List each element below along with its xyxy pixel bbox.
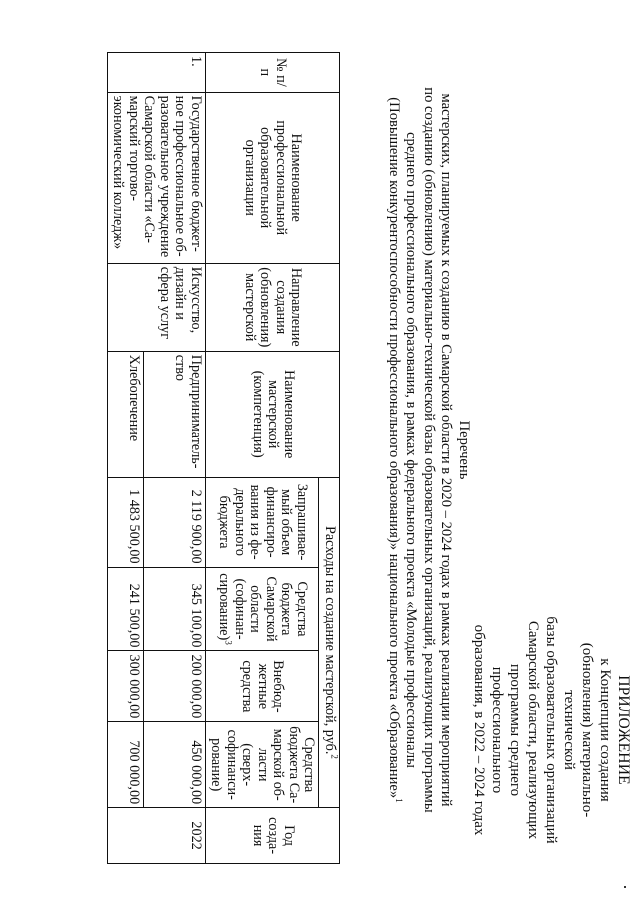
cell-num: 1. (108, 53, 206, 93)
appendix-line: базы образовательных организаций (543, 616, 559, 844)
header-expenses-group: Расходы на создание мастерской, руб.$^2$ (319, 477, 340, 807)
header-direction: Направление создания (обновления) мастерской (206, 263, 340, 351)
appendix-line: программы среднего профессионального (489, 663, 523, 797)
appendix-line: образования, в 2022 – 2024 годах (471, 624, 487, 836)
scan-speck (624, 886, 626, 888)
cell-federal: 1 483 500,00 (108, 477, 144, 567)
cell-workshop-name: Предприниматель-ство (143, 351, 205, 477)
cell-regional-cofin: 345 100,00 (143, 567, 205, 651)
cell-year: 2022 (108, 808, 206, 864)
appendix-block (470, 610, 632, 850)
title-line: среднего профессионального образования, в рамках федерального проекта «Молодые профессионалы (403, 132, 420, 768)
cell-workshop-name: Хлебопечение (108, 351, 144, 477)
title-line: (Повышение конкурентоспособности профессионального образования)» национального проекта «Образование»$^1$ (386, 97, 404, 803)
cell-organization: Государственное бюджет-ное профессиональное об-разовательное учреждение Самарской области «Са-марский торгово-экономический колледж» (108, 92, 206, 263)
header-workshop-name: Наименование мастерской (компетенция) (206, 351, 340, 477)
footnote-mark: 1 (393, 798, 404, 803)
appendix-line: к Концепции создания (597, 658, 613, 802)
cell-federal: 2 119 900,00 (143, 477, 205, 567)
header-regional-over: Средства бюджета Са-марской об-ласти (сверх-софинанси-рование) (206, 722, 320, 808)
title-heading: Перечень (456, 420, 472, 480)
cell-offbudget: 300 000,00 (108, 651, 144, 722)
cell-regional-over: 700 000,00 (108, 722, 144, 808)
cell-direction: Искусство, дизайн и сфера услуг (108, 263, 206, 351)
cell-offbudget: 200 000,00 (143, 651, 205, 722)
title-line: мастерских, планируемых к созданию в Самарской области в 2020 – 2024 годах в рамках реализации мероприятий (438, 93, 455, 807)
table-row (143, 53, 205, 864)
header-organization: Наименование профессиональной образовательной организации (206, 92, 340, 263)
header-regional-cofinancing: Средства бюджета Самарской области (софинан-сирование)$^3$ (206, 567, 320, 651)
document-title (385, 30, 473, 870)
header-year: Год созда-ния (206, 808, 340, 864)
header-offbudget: Внебюд-жетные средства (206, 651, 320, 722)
cell-regional-over: 450 000,00 (143, 722, 205, 808)
appendix-line: (обновления) материально-технической (561, 642, 595, 818)
appendix-heading: ПРИЛОЖЕНИЕ (615, 675, 632, 785)
header-federal-budget: Запрашивае-мый объем финансиро-вания из фе-дерального бюджета (206, 477, 320, 567)
appendix-line: Самарской области, реализующих (525, 620, 541, 840)
cell-regional-cofin: 241 500,00 (108, 567, 144, 651)
title-line: по созданию (обновлению) материально-технической базы образовательных организаций, реализующих программы (421, 87, 437, 813)
workshops-table (107, 52, 340, 864)
header-num: № п/п (206, 53, 340, 93)
